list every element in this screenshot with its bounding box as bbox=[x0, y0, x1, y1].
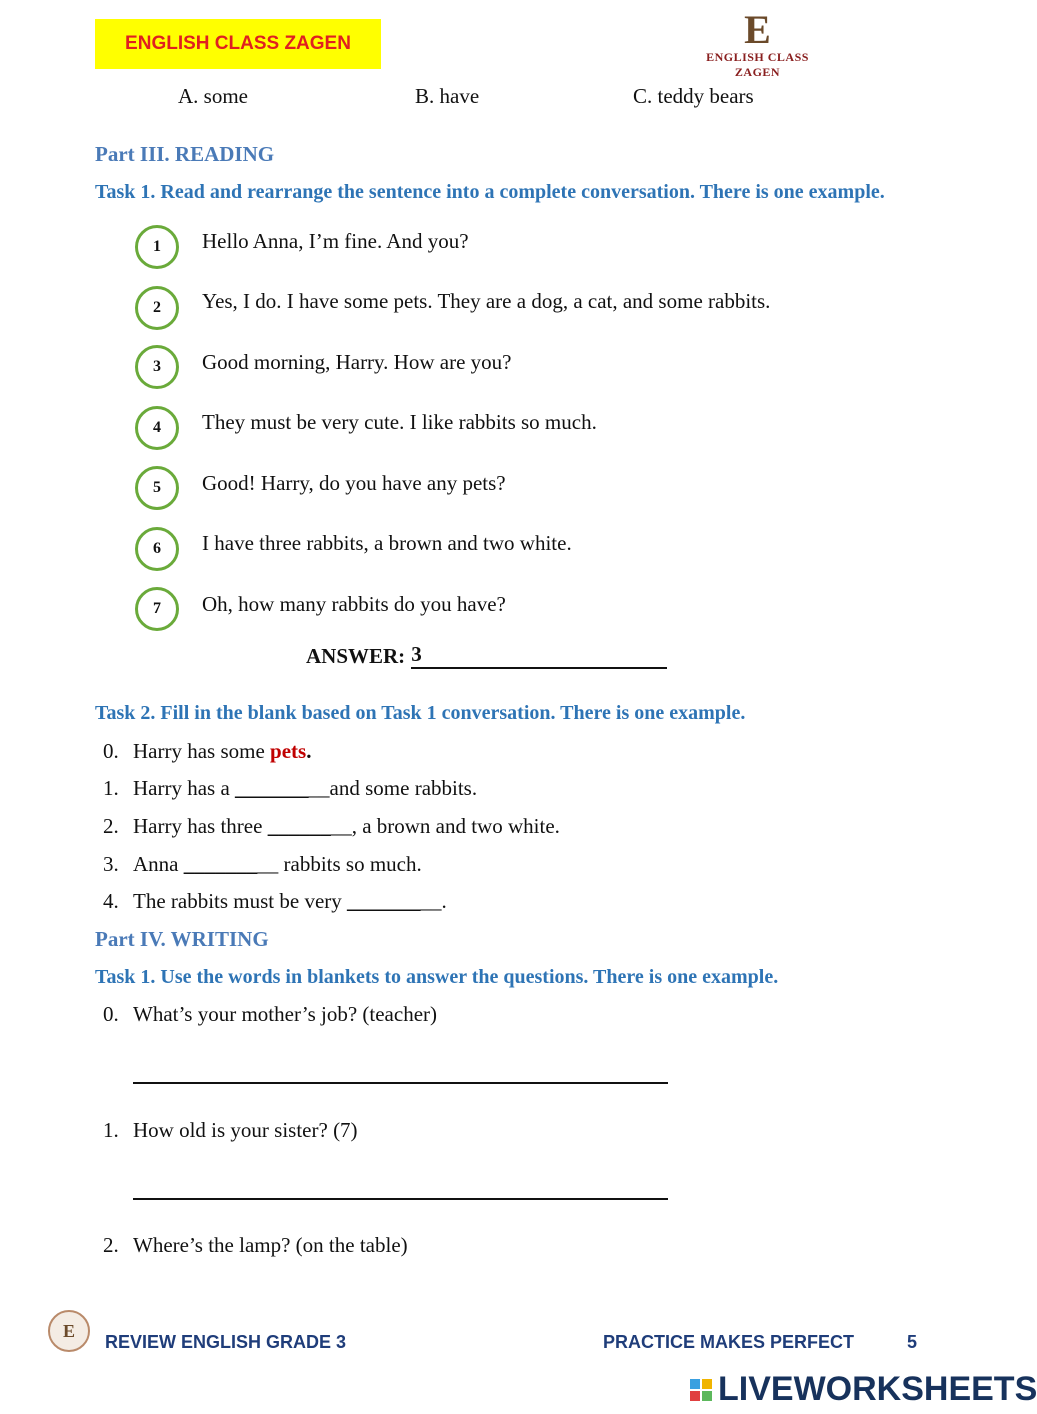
fill-item-1 bbox=[133, 776, 477, 801]
fill-num-4: 4. bbox=[103, 889, 119, 913]
fill-example-prefix: Harry has some bbox=[133, 739, 271, 763]
question-num-1: 1. bbox=[103, 1118, 119, 1142]
option-c: C. teddy bears bbox=[633, 84, 754, 108]
fill-num-2: 2. bbox=[103, 814, 119, 838]
logo-letter: E bbox=[744, 7, 771, 52]
fill-after-1: __and some rabbits. bbox=[308, 776, 478, 800]
fill-item-3 bbox=[133, 852, 422, 877]
answer-field[interactable] bbox=[411, 642, 667, 669]
fill-after-4: __. bbox=[420, 889, 447, 913]
order-circle-2[interactable]: 2 bbox=[135, 286, 179, 330]
answer-line-0[interactable] bbox=[133, 1080, 668, 1084]
conversation-line-6: I have three rabbits, a brown and two white. bbox=[202, 531, 572, 555]
school-seal-icon: E bbox=[48, 1310, 90, 1352]
liveworksheets-text: LIVEWORKSHEETS bbox=[718, 1370, 1037, 1408]
fill-example bbox=[133, 739, 311, 764]
conversation-line-5: Good! Harry, do you have any pets? bbox=[202, 471, 506, 495]
fill-before-3: Anna bbox=[133, 852, 184, 876]
question-1: How old is your sister? (7) bbox=[133, 1118, 358, 1142]
fill-blank-4[interactable]: _______ bbox=[347, 889, 421, 913]
part3-title: Part III. READING bbox=[95, 142, 275, 166]
question-num-0: 0. bbox=[103, 1002, 119, 1026]
conversation-line-1: Hello Anna, I’m fine. And you? bbox=[202, 229, 469, 253]
answer-value: 3 bbox=[411, 642, 422, 666]
footer-left: REVIEW ENGLISH GRADE 3 bbox=[105, 1332, 347, 1352]
order-circle-3[interactable]: 3 bbox=[135, 345, 179, 389]
fill-before-2: Harry has three bbox=[133, 814, 268, 838]
fill-blank-2[interactable]: ______ bbox=[267, 814, 331, 838]
option-a: A. some bbox=[178, 84, 248, 108]
order-circle-1[interactable]: 1 bbox=[135, 225, 179, 269]
option-b: B. have bbox=[415, 84, 480, 108]
part4-title: Part IV. WRITING bbox=[95, 927, 269, 951]
page-number: 5 bbox=[907, 1332, 918, 1352]
liveworksheets-watermark bbox=[690, 1370, 1037, 1409]
conversation-line-4: They must be very cute. I like rabbits so much. bbox=[202, 410, 597, 434]
fill-num-0: 0. bbox=[103, 739, 119, 763]
fill-num-1: 1. bbox=[103, 776, 119, 800]
order-circle-4[interactable]: 4 bbox=[135, 406, 179, 450]
fill-example-answer: pets bbox=[270, 739, 307, 763]
question-2: Where’s the lamp? (on the table) bbox=[133, 1233, 408, 1257]
answer-label: ANSWER: bbox=[306, 644, 406, 668]
fill-after-2: __, a brown and two white. bbox=[330, 814, 560, 838]
fill-before-1: Harry has a bbox=[133, 776, 236, 800]
order-circle-5[interactable]: 5 bbox=[135, 466, 179, 510]
liveworksheets-icon bbox=[690, 1379, 712, 1401]
fill-item-4 bbox=[133, 889, 447, 914]
conversation-line-3: Good morning, Harry. How are you? bbox=[202, 350, 512, 374]
fill-example-suffix: . bbox=[306, 739, 312, 763]
question-num-2: 2. bbox=[103, 1233, 119, 1257]
conversation-line-7: Oh, how many rabbits do you have? bbox=[202, 592, 506, 616]
fill-blank-3[interactable]: _______ bbox=[183, 852, 258, 876]
answer-row bbox=[306, 642, 667, 669]
order-circle-7[interactable]: 7 bbox=[135, 587, 179, 631]
fill-blank-1[interactable]: _______ bbox=[235, 776, 309, 800]
footer-right: PRACTICE MAKES PERFECT bbox=[603, 1332, 855, 1352]
answer-line-1[interactable] bbox=[133, 1196, 668, 1200]
part3-task1-title: Task 1. Read and rearrange the sentence into a complete conversation. There is one example. bbox=[95, 181, 885, 203]
part3-task2-title: Task 2. Fill in the blank based on Task 1 conversation. There is one example. bbox=[95, 702, 746, 724]
order-circle-6[interactable]: 6 bbox=[135, 527, 179, 571]
fill-after-3: __ rabbits so much. bbox=[257, 852, 422, 876]
fill-num-3: 3. bbox=[103, 852, 119, 876]
class-badge: ENGLISH CLASS ZAGEN bbox=[95, 19, 381, 69]
part4-task1-title: Task 1. Use the words in blankets to answer the questions. There is one example. bbox=[95, 966, 779, 988]
conversation-line-2: Yes, I do. I have some pets. They are a dog, a cat, and some rabbits. bbox=[202, 289, 771, 313]
class-logo bbox=[685, 7, 830, 79]
question-0: What’s your mother’s job? (teacher) bbox=[133, 1002, 437, 1026]
logo-text: ENGLISH CLASS ZAGEN bbox=[706, 50, 809, 79]
fill-item-2 bbox=[133, 814, 560, 839]
fill-before-4: The rabbits must be very bbox=[133, 889, 348, 913]
